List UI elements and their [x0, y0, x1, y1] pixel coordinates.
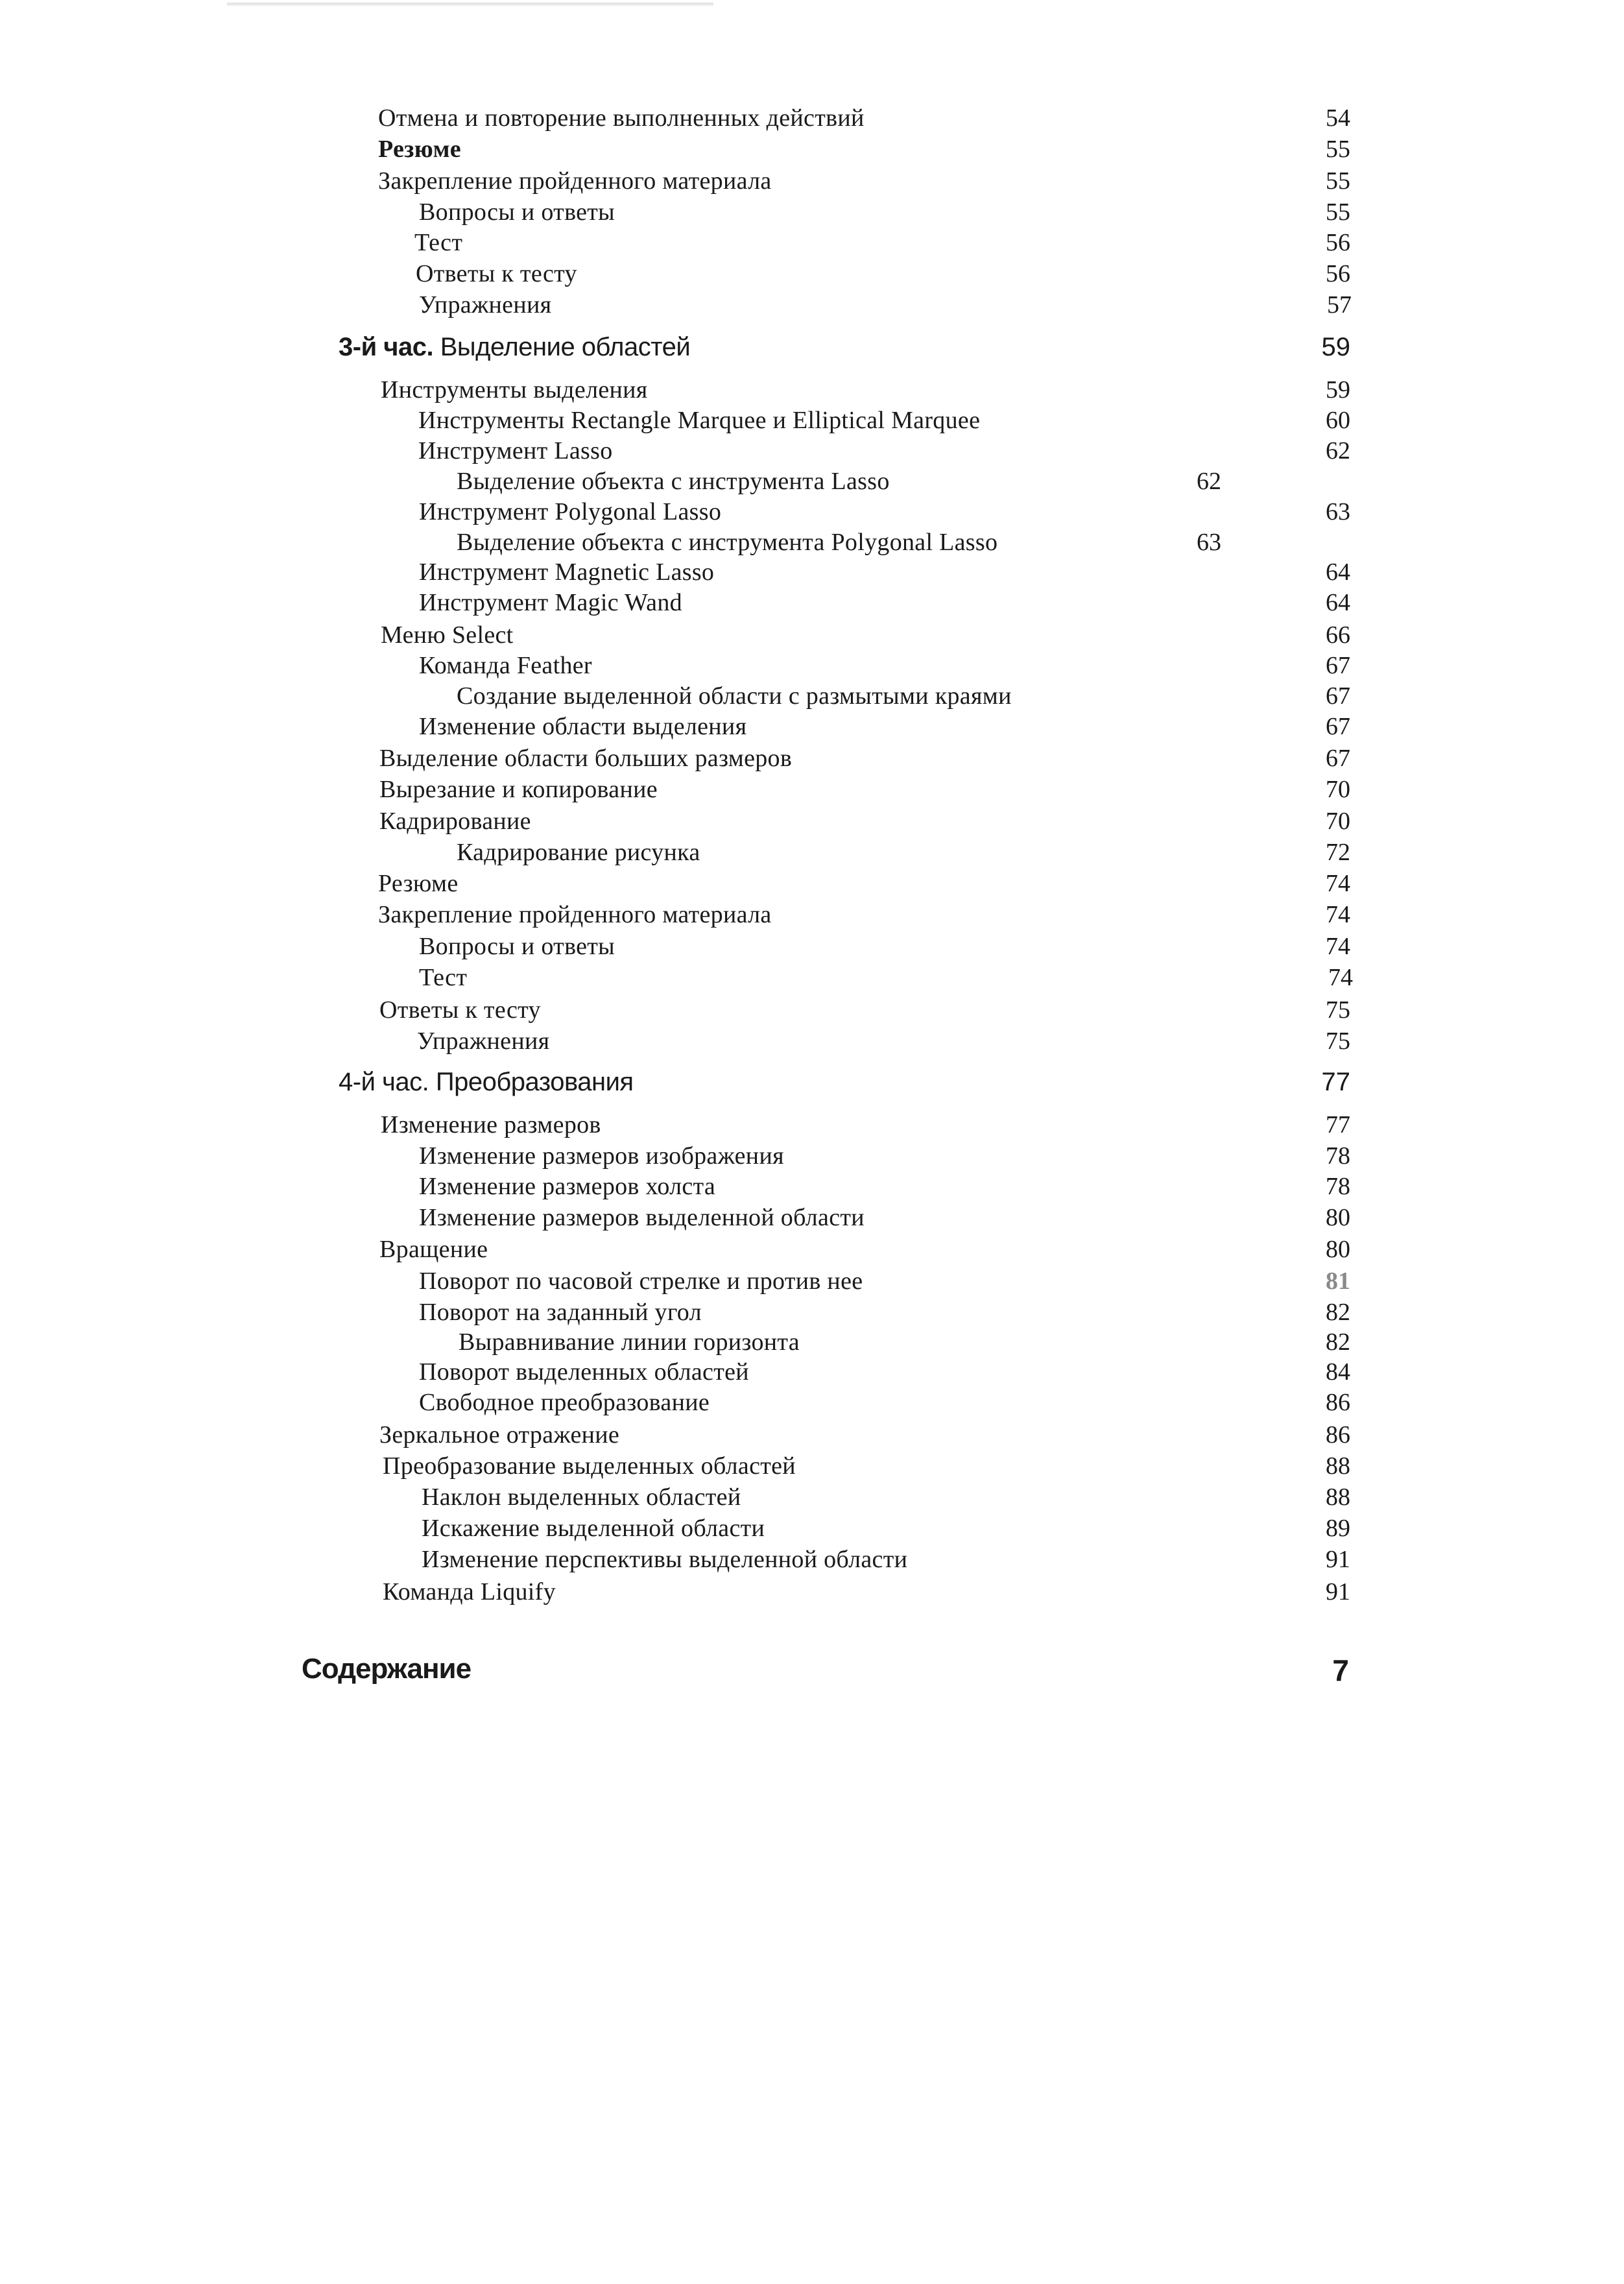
- toc-entry-title: Меню Select: [381, 621, 514, 649]
- toc-entry-title: Кадрирование рисунка: [457, 839, 700, 866]
- running-footer-title: Содержание: [302, 1653, 472, 1685]
- toc-entry-title: Закрепление пройденного материала: [378, 901, 772, 928]
- toc-entry-title: Тест: [419, 964, 468, 991]
- toc-entry-title: Поворот по часовой стрелке и против нее: [419, 1268, 863, 1295]
- toc-entry-title: Преобразование выделенных областей: [383, 1452, 796, 1480]
- toc-entry-title: Поворот выделенных областей: [419, 1358, 749, 1386]
- toc-entry-page: 64: [1326, 559, 1350, 586]
- toc-entry-title: Кадрирование: [379, 808, 531, 835]
- toc-entry-page: 78: [1326, 1142, 1350, 1170]
- toc-entry-title: Инструмент Magic Wand: [419, 589, 682, 616]
- toc-entry-title: Вращение: [379, 1236, 488, 1263]
- toc-entry-title: Наклон выделенных областей: [422, 1484, 741, 1511]
- toc-entry-page: 59: [1321, 333, 1350, 361]
- toc-entry-page: 67: [1326, 713, 1350, 740]
- toc-entry-page: 55: [1326, 136, 1350, 163]
- toc-entry-page: 66: [1326, 621, 1350, 649]
- toc-entry-title: Выделение области больших размеров: [379, 745, 793, 772]
- toc-entry-title: Команда Liquify: [383, 1578, 556, 1605]
- toc-entry-page: 78: [1326, 1173, 1350, 1200]
- chapter-number: 4-й час.: [339, 1068, 429, 1096]
- chapter-number: 3-й час.: [339, 333, 434, 361]
- page-number: 7: [1332, 1653, 1349, 1687]
- toc-entry-page: 89: [1326, 1515, 1350, 1542]
- toc-entry-title: Изменение размеров холста: [419, 1173, 716, 1200]
- toc-entry-page: 54: [1326, 104, 1350, 132]
- toc-entry-page: 56: [1326, 260, 1350, 287]
- toc-entry-title: Изменение размеров: [381, 1111, 601, 1138]
- toc-entry-page: 67: [1326, 652, 1350, 679]
- toc-entry-page: 62: [1326, 437, 1350, 464]
- toc-entry-title: Изменение перспективы выделенной области: [422, 1546, 908, 1573]
- toc-entry-title: Изменение области выделения: [419, 713, 747, 740]
- toc-entry-page: 59: [1326, 376, 1350, 403]
- toc-entry-page: 74: [1326, 901, 1350, 928]
- toc-entry-title: Инструменты выделения: [381, 376, 648, 403]
- toc-entry-title: Инструмент Polygonal Lasso: [419, 498, 722, 525]
- chapter-title: [339, 331, 690, 363]
- toc-entry-title: Искажение выделенной области: [422, 1515, 765, 1542]
- toc-entry-title: Закрепление пройденного материала: [378, 167, 772, 195]
- toc-entry-page: 70: [1326, 776, 1350, 803]
- toc-entry-page: 62: [1197, 468, 1221, 495]
- toc-entry-title: Упражнения: [417, 1028, 550, 1055]
- toc-entry-page: 88: [1326, 1452, 1350, 1480]
- toc-entry-page: 64: [1326, 589, 1350, 616]
- toc-entry-page: 80: [1326, 1204, 1350, 1231]
- scan-edge-line: [227, 3, 713, 6]
- toc-entry-page: 84: [1326, 1358, 1350, 1386]
- toc-entry-title: Свободное преобразование: [419, 1389, 710, 1416]
- toc-entry-page: 75: [1326, 996, 1350, 1024]
- toc-entry-title: Резюме: [378, 136, 461, 163]
- toc-entry-page: 82: [1326, 1299, 1350, 1326]
- toc-entry-page: 88: [1326, 1484, 1350, 1511]
- toc-entry-page: 57: [1327, 291, 1352, 319]
- toc-entry-page: 77: [1321, 1068, 1350, 1096]
- toc-entry-title: Ответы к тесту: [416, 260, 577, 287]
- toc-entry-title: Изменение размеров изображения: [419, 1142, 784, 1170]
- toc-entry-title: Тест: [414, 229, 463, 256]
- toc-entry-page: 86: [1326, 1421, 1350, 1449]
- toc-entry-title: Создание выделенной области с размытыми краями: [457, 682, 1012, 710]
- toc-entry-title: Команда Feather: [419, 652, 592, 679]
- toc-entry-page: 60: [1326, 407, 1350, 434]
- toc-entry-page: 74: [1326, 933, 1350, 960]
- toc-entry-title: Отмена и повторение выполненных действий: [378, 104, 865, 132]
- toc-entry-title: Поворот на заданный угол: [419, 1299, 702, 1326]
- toc-entry-page: 55: [1326, 198, 1350, 226]
- toc-entry-title: Вопросы и ответы: [419, 198, 615, 226]
- toc-entry-title: Резюме: [378, 870, 459, 897]
- chapter-name: Преобразования: [435, 1068, 634, 1096]
- toc-entry-page: 80: [1326, 1236, 1350, 1263]
- toc-entry-page: 56: [1326, 229, 1350, 256]
- toc-entry-title: Инструмент Magnetic Lasso: [419, 559, 715, 586]
- toc-entry-title: Инструмент Lasso: [418, 437, 613, 464]
- toc-entry-page: 82: [1326, 1328, 1350, 1356]
- toc-entry-title: Вопросы и ответы: [419, 933, 615, 960]
- toc-entry-page: 77: [1326, 1111, 1350, 1138]
- toc-entry-title: Ответы к тесту: [379, 996, 541, 1024]
- chapter-name: Выделение областей: [440, 333, 691, 361]
- toc-entry-page: 63: [1197, 529, 1221, 556]
- toc-entry-title: Выделение объекта с инструмента Polygonal Lasso: [457, 529, 998, 556]
- toc-entry-page: 72: [1326, 839, 1350, 866]
- toc-entry-page: 67: [1326, 745, 1350, 772]
- toc-entry-page: 81: [1326, 1268, 1350, 1295]
- toc-entry-title: Вырезание и копирование: [379, 776, 658, 803]
- toc-entry-title: Инструменты Rectangle Marquee и Elliptical Marquee: [418, 407, 981, 434]
- toc-entry-page: 63: [1326, 498, 1350, 525]
- toc-entry-title: Упражнения: [419, 291, 552, 319]
- toc-entry-page: 75: [1326, 1028, 1350, 1055]
- toc-entry-title: Выравнивание линии горизонта: [459, 1328, 800, 1356]
- chapter-title: [339, 1066, 634, 1098]
- toc-entry-page: 86: [1326, 1389, 1350, 1416]
- toc-entry-title: Зеркальное отражение: [379, 1421, 620, 1449]
- toc-entry-page: 91: [1326, 1546, 1350, 1573]
- toc-entry-page: 67: [1326, 682, 1350, 710]
- toc-entry-page: 91: [1326, 1578, 1350, 1605]
- toc-entry-page: 74: [1326, 870, 1350, 897]
- toc-entry-page: 74: [1328, 964, 1353, 991]
- toc-entry-title: Выделение объекта с инструмента Lasso: [457, 468, 890, 495]
- toc-entry-page: 55: [1326, 167, 1350, 195]
- toc-entry-title: Изменение размеров выделенной области: [419, 1204, 865, 1231]
- toc-entry-page: 70: [1326, 808, 1350, 835]
